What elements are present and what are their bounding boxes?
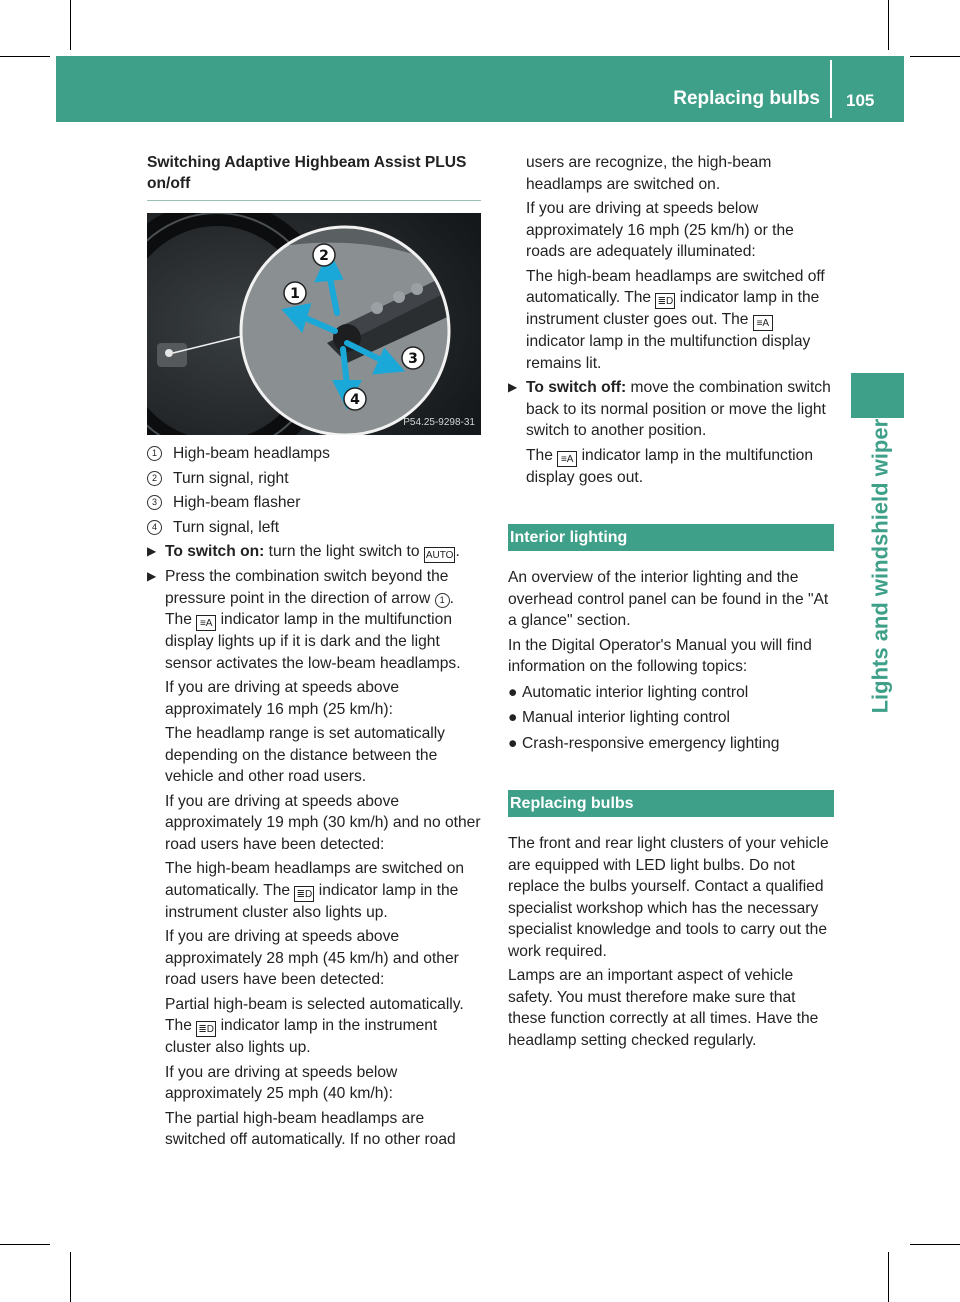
svg-text:1: 1 [290,286,300,302]
section-heading-text: Replacing bulbs [510,795,634,812]
running-header-title: Replacing bulbs [673,88,820,109]
bullet-icon: ● [508,709,518,726]
steering-wheel-illustration [147,213,481,435]
legend-item [147,443,481,465]
step-paragraph: The partial high-beam headlamps are switched off automatically. If no other road [165,1109,456,1148]
step-paragraph [526,377,834,442]
step-text: indicator lamp in the multifunction display goes out. [526,446,813,486]
crop-mark [70,0,71,50]
section-heading-text: Interior lighting [510,529,628,546]
paragraph-text: indicator lamp in the multifunction display remains lit. [526,333,811,372]
step-text: indicator lamp in the instrument cluster also lights up. [165,881,459,921]
continued-paragraph [526,266,834,375]
legend-text: High-beam flasher [173,494,301,511]
instruction-step: ▶ To switch on: turn the light switch to AUTO . [147,543,460,561]
crop-mark [910,1244,960,1245]
step-text: Partial high-beam is selected automatically. The [165,995,464,1034]
step-paragraph: If you are driving at speeds above approximately 28 mph (45 km/h) and other road users have been detected: [165,928,459,988]
legend-text: High-beam headlamps [173,445,330,462]
legend [147,443,481,538]
crop-mark [910,56,960,57]
step-arrow-icon: ▶ [147,569,157,583]
right-column [508,152,834,1054]
legend-number: 2 [147,471,162,486]
section-heading-interior-lighting [508,524,834,551]
step-text: move the combination switch back to its normal position or move the light switch to another position. [526,379,831,439]
arrow-reference: 1 [435,593,450,608]
highbeam-assist-indicator-icon: ≡A [196,615,216,631]
chapter-label: Lights and windshield wipers [867,406,893,714]
step-paragraph: Press the combination switch beyond the pressure point in the direction of arrow 1 . The ≡A indicator lamp in the multifunction display lights up if it is dark and the light sensor activates the low-beam headlamps. [165,568,461,672]
paragraph-text: The high-beam headlamps are switched off automatically. The [526,267,825,306]
header-divider [830,60,832,118]
step-label: To switch off: [526,379,627,396]
highbeam-indicator-icon: ≣D [196,1021,216,1037]
step-text: turn the light switch to [268,543,420,560]
legend-item [147,468,481,490]
step-text: indicator lamp in the multifunction display lights up if it is dark and the light sensor activates the low-beam headlamps. [165,611,461,672]
highbeam-indicator-icon: ≣D [294,886,314,902]
svg-text:4: 4 [350,392,360,408]
list-item [508,707,834,729]
page-number: 105 [846,91,875,110]
step-paragraph [165,858,481,923]
list-item [508,733,834,755]
step-text: The high-beam headlamps are switched on automatically. The [165,860,465,899]
bullet-icon: ● [508,683,518,701]
legend-number: 4 [147,520,162,535]
legend-number: 1 [147,446,162,461]
highbeam-assist-indicator-icon: ≡A [753,315,773,331]
paragraph: Lamps are an important aspect of vehicle safety. You must therefore make sure that these function correctly at all times. Have the headlamp setting checked regularly. [508,967,819,1049]
svg-text:3: 3 [408,351,418,367]
step-label: To switch on: [165,543,265,560]
step-paragraph: If you are driving at speeds above approximately 19 mph (30 km/h) and no other road users have been detected: [165,792,481,853]
bullet-icon: ● [508,734,518,752]
auto-light-symbol-icon: AUTO [424,547,456,563]
legend-item [147,517,481,539]
continued-paragraph: users are recognize, the high-beam headlamps are switched on. [526,154,772,193]
left-column [147,152,481,1154]
figure-id: P54.25-9298-31 [403,416,475,428]
crop-mark [70,1252,71,1302]
list-item [508,682,834,704]
instruction-step [147,566,481,1151]
legend-number: 3 [147,495,162,510]
step-arrow-icon: ▶ [147,544,157,558]
legend-text: Turn signal, right [173,469,289,487]
continued-paragraph: If you are driving at speeds below approximately 16 mph (25 km/h) or the roads are adequately illuminated: [526,200,794,260]
step-paragraph [526,445,834,489]
section-title: Switching Adaptive Highbeam Assist PLUS on/off [147,152,481,201]
step-paragraph: The headlamp range is set automatically depending on the distance between the vehicle and other road users. [165,725,445,785]
list-item-text: Manual interior lighting control [522,709,731,726]
list-item-text: Automatic interior lighting control [522,683,749,701]
step-paragraph [165,994,481,1059]
highbeam-assist-indicator-icon: ≡A [557,451,577,467]
section-heading-replacing-bulbs [508,790,834,817]
combination-switch-figure [147,213,481,435]
step-text: Press the combination switch beyond the pressure point in the direction of arrow [165,568,449,607]
paragraph-text: indicator lamp in the instrument cluster goes out. The [526,289,820,328]
crop-mark [888,1252,889,1302]
step-paragraph: If you are driving at speeds below approximately 25 mph (40 km/h): [165,1063,398,1102]
step-text: indicator lamp in the instrument cluster also lights up. [165,1017,438,1056]
paragraph: The front and rear light clusters of your vehicle are equipped with LED light bulbs. Do not replace the bulbs yourself. Contact a qualified specialist workshop which has the necessary specialist knowledge and tools to carry out the work required. [508,835,829,960]
crop-mark [0,1244,50,1245]
legend-item [147,492,481,514]
step-arrow-icon: ▶ [508,380,518,394]
step-text: The [526,446,553,464]
instruction-step [508,377,834,488]
highbeam-indicator-icon: ≣D [655,293,675,309]
crop-mark [0,56,50,57]
legend-text: Turn signal, left [173,518,280,536]
paragraph: An overview of the interior lighting and the overhead control panel can be found in the "At a glance" section. [508,569,829,629]
paragraph: In the Digital Operator's Manual you will find information on the following topics: [508,636,812,675]
list-item-text: Crash-responsive emergency lighting [522,734,780,752]
step-text: The [165,611,192,628]
step-paragraph: If you are driving at speeds above approximately 16 mph (25 km/h): [165,679,400,718]
svg-text:2: 2 [319,248,329,264]
crop-mark [888,0,889,50]
